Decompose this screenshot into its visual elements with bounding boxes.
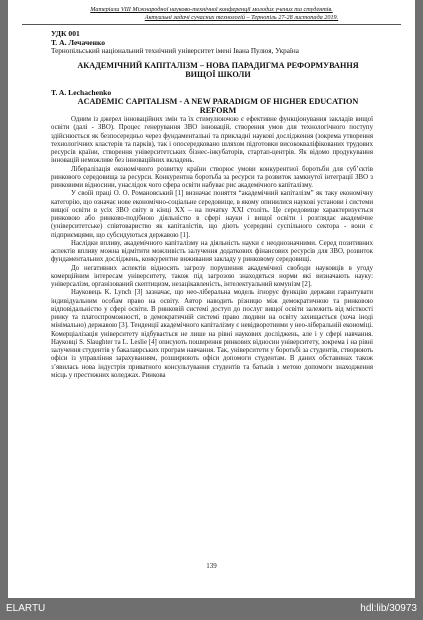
paragraph: У своїй праці О. О. Романовський [1] визначає поняття “академічний капіталізм” як таку економічну категорію, що означає нове економічно-соціальне середовище, в якому опинилися наукові установи і системи вищої освіти в усіх ЗВО світу в кінці XX – на початку XXI століть. Це середовище характеризується ринковою або ринково-подібною діяльністю в сфері науки і вищої освіти і розглядає академічне (університетське) співтовариство як капіталістів, що діють усередині суспільного сектора - вони є підприємцями, що субсидуються державою [1]. (51, 190, 373, 239)
title-en: ACADEMIC CAPITALISM - A NEW PARADIGM OF HIGHER EDUCATION REFORM (77, 97, 359, 115)
header-divider (22, 24, 401, 25)
running-header (8, 6, 415, 22)
paragraph: Одним із джерел інноваційних змін та їх стимулюючою є ефективне функціонування закладів вищої освіти (далі - ЗВО). Процес генерування ЗВО інновацій, створення умов для технологічного поступу здійснюється як безпосередньо через фундаментальні та прикладні наукові дослідження (зокрема утворення технологічних кластерів та парків), так і опосередковано шляхом підготовки висококваліфікованих трудових ресурсів країни, створення університетських бізнес-інкубаторів, стартап-центрів. Як відомо продукування інновацій неможливе без інноваційних вкладень. (51, 116, 373, 165)
header-line-2: Актуальні задачі сучасних технологій – Тернопіль 27-28 листопада 2019. (144, 14, 339, 21)
udk-code: УДК 001 (51, 29, 80, 38)
title-ua: АКАДЕМІЧНИЙ КАПІТАЛІЗМ – НОВА ПАРАДИГМА РЕФОРМУВАННЯ ВИЩОЇ ШКОЛИ (77, 61, 359, 79)
affiliation: Тернопільський національний технічний університет імені Івана Пулюя, Україна (51, 47, 299, 55)
article-body (51, 116, 373, 380)
repository-name: ELARTU (6, 603, 46, 614)
paragraph: Лібералізація економічного розвитку країни створює умови конкурентної боротьби для суб’єктів ринкового середовища за ресурси. Конкурентна боротьба за ресурси та розвиток замкнутої інтеграції ЗВО з ринковими відносини, унаслідок чого сфера освіти набуває рис академічного капіталізму. (51, 165, 373, 189)
repository-footer (0, 600, 423, 620)
paragraph: Наслідки впливу, академічного капіталізму на діяльність науки є неоднозначними. Серед позитивних аспектів впливу можна відмітити можливість залучення додаткових фінансових ресурсів для ЗВО, розвиток фундаментальних досліджень, конкурентне виживання закладу у ринковому середовищі. (51, 239, 373, 264)
handle-id: hdl:lib/30973 (360, 603, 417, 614)
page-number: 139 (206, 562, 217, 570)
author-en: T. A. Lechachenko (51, 88, 112, 97)
paragraph: Науковець K. Lynch [3] зазначає, що нео-ліберальна модель ігнорує функцію держави гарантувати індивідуальним особам право на освіту. Автор наводить різницю між демократичною та ринковою відповідальністю у сфері освіти. В ринковій системі доступ до послуг вищої освіти залежить від місткості ринку та платоспроможності, в демократичній системі право людини на освіту захищається (хоча іноді мінімально) державою [3]. Тенденції академічного капіталізму є невідворотними у нео-ліберальній економіці. Комерціалізація університету відбувається не лише на рівні наукових досліджень, але і у сфері навчання. Науковці S. Slaughter та L. Leslie [4] описують поширення ринкових відносин університету, зокрема і на рівні залучення студентів у бакалаврських програм навчання. Так, університети у боротьбі за студентів, створюють офіси із управління зарахуванням, розширюють офіси допомоги студентам. В даних обставинах також з’явилась нова індустрія приватного консультування студентів та батьків з метою допомоги знаходження місць у престижних коледжах. Ринкова (51, 289, 373, 379)
paragraph: До негативних аспектів відносять загрозу порушення академічної свободи науковців в угоду комерційним інтересам університету, також під загрозою знаходяться норми які визначають науку: універсалізм, організований скептицизм, незацікавленість, інтелектуальний комунізм [2]. (51, 264, 373, 288)
header-line-1: Матеріали VIII Міжнародної науково-технічної конференції молодих учених та студентів. (90, 6, 333, 13)
document-page (8, 0, 415, 598)
author-ua: Т. А. Лечаченко (51, 38, 106, 47)
